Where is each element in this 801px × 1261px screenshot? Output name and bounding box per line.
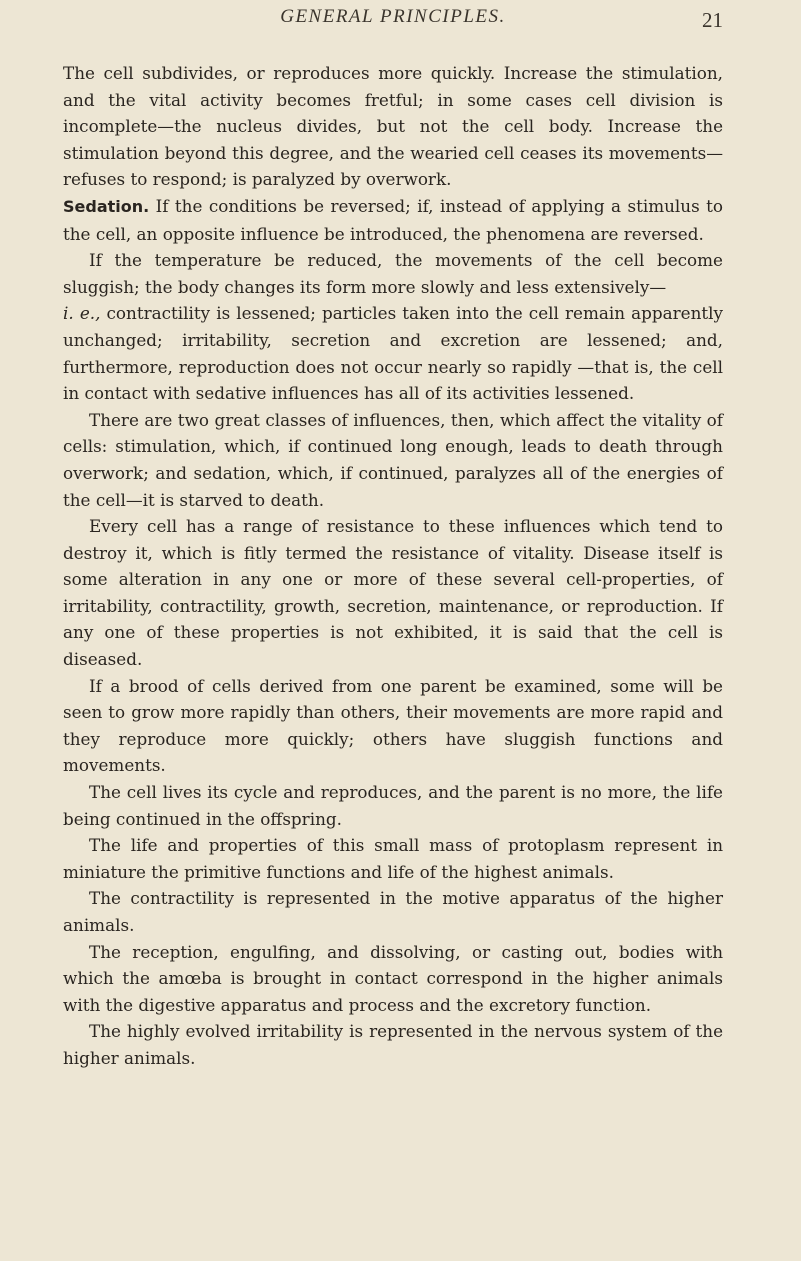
paragraph-brood: If a brood of cells derived from one parent be examined, some will be seen to grow more rapidly than others, their movements are more rapid and they reproduce more quickly; others have sluggish functions and movements. (63, 675, 723, 776)
body-text (63, 60, 723, 1072)
paragraph-miniature: The life and properties of this small mass of protoplasm represent in miniature the primitive functions and life of the highest animals. (63, 835, 723, 882)
paragraph-resistance: Every cell has a range of resistance to these influences which tend to destroy it, which is fitly termed the resistance of vitality. Disease itself is some alteration in any one or more of these several cell-properties, of irritability, contractility, growth, secretion, maintenance, or reproduction. If any one of these properties is not exhibited, it is said that the cell is diseased. (63, 516, 723, 670)
paragraph-cycle: The cell lives its cycle and reproduces, and the parent is no more, the life being continued in the offspring. (63, 782, 723, 829)
paragraph-contractility: The contractility is represented in the motive apparatus of the higher animals. (63, 888, 723, 935)
sedation-text: If the conditions be reversed; if, instead of applying a stimulus to the cell, an opposite influence be introduced, the phenomena are reversed. (63, 195, 723, 244)
running-head (63, 0, 723, 36)
temperature-text-start: If the temperature be reduced, the movements of the cell become sluggish; the body changes its form more slowly and less extensively— (63, 250, 723, 297)
paragraph-irritability: The highly evolved irritability is represented in the nervous system of the higher animals. (63, 1021, 723, 1068)
paragraph-two-classes: There are two great classes of influences, then, which affect the vitality of cells: stimulation, which, if continued long enough, leads to death through overwork; and sedation, which, if continued, paralyzes all of the energies of the cell—it is starved to death. (63, 409, 723, 510)
paragraph-reception: The reception, engulfing, and dissolving, or casting out, bodies with which the amœba is brought in contact correspond in the higher animals with the digestive apparatus and process and the excretory function. (63, 941, 723, 1015)
paragraph-temperature (63, 247, 723, 407)
ie-abbreviation: i. e., (63, 303, 101, 324)
sedation-heading: Sedation. (63, 196, 150, 216)
temperature-text-rest: contractility is lessened; particles taken into the cell remain apparently unchanged; irritability, secretion and excretion are lessened; and, furthermore, reproduction does not occur nearly so rapidly —that is, the cell in contact with sedative influences has all of its activities lessened. (63, 303, 723, 404)
paragraph-stimulation-continued: The cell subdivides, or reproduces more quickly. Increase the stimulation, and the vital activity becomes fretful; in some cases cell division is incomplete—the nucleus divides, but not the cell body. Increase the stimulation beyond this degree, and the wearied cell ceases its movements—refuses to respond; is paralyzed by overwork. (63, 63, 723, 190)
paragraph-sedation (63, 193, 723, 247)
page-number: 21 (702, 8, 723, 32)
running-title: GENERAL PRINCIPLES. (280, 6, 506, 27)
